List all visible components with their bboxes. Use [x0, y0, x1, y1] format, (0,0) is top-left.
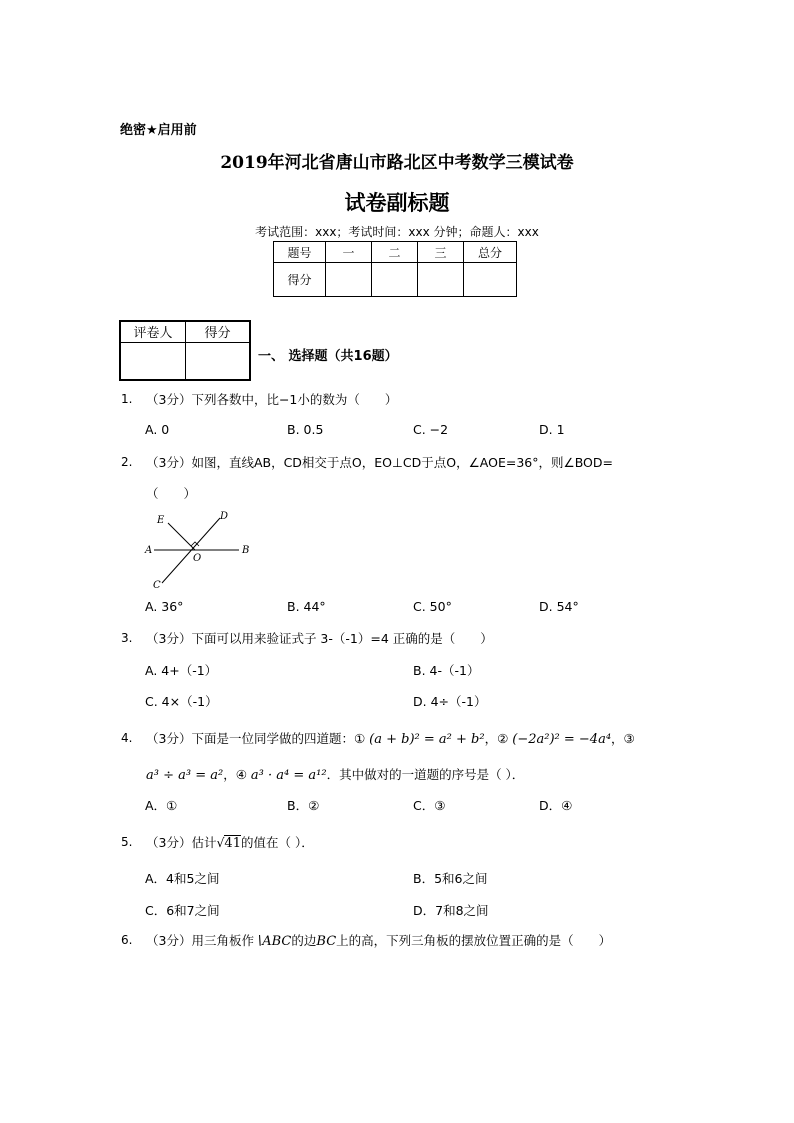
question-text: （3分）如图，直线AB，CD相交于点O，EO⊥CD于点O，∠AOE=36°，则∠BOD=: [146, 455, 613, 470]
question-number: 4.: [121, 731, 133, 745]
grader-header-cell: 评卷人: [120, 321, 186, 342]
option-d[interactable]: D. 54°: [539, 599, 579, 614]
secret-label: 绝密★启用前: [120, 123, 197, 138]
label-d: D: [220, 511, 229, 522]
grader-header-cell: 得分: [186, 321, 251, 342]
separator: ，③: [611, 731, 635, 746]
geometry-figure: [140, 508, 280, 590]
line-eo: [168, 523, 195, 550]
radicand: 41: [224, 836, 241, 851]
question-text-suffix: 上的高，下列三角板的摆放位置正确的是（ ）: [336, 933, 612, 948]
question-text-prefix: （3分）下面是一位同学做的四道题：①: [146, 731, 366, 746]
option-d[interactable]: D．7和8之间: [413, 903, 489, 918]
option-b[interactable]: B. 0.5: [287, 422, 324, 437]
option-c[interactable]: C. 4×（-1）: [145, 694, 218, 709]
question-text-prefix: （3分）用三角板作: [146, 933, 254, 948]
option-d[interactable]: D. 1: [539, 422, 565, 437]
question-text: [146, 931, 611, 949]
exam-subtitle: 试卷副标题: [344, 190, 450, 215]
option-d[interactable]: D．④: [539, 798, 573, 813]
option-a[interactable]: A. 4+（-1）: [145, 663, 218, 678]
question-text: （3分）下列各数中，比−1小的数为（ ）: [146, 392, 398, 407]
expression-1: (a + b)² = a² + b²: [369, 732, 485, 747]
score-row-label: 得分: [274, 263, 326, 297]
option-b[interactable]: B．②: [287, 798, 320, 813]
label-a: A: [145, 545, 153, 556]
option-a[interactable]: A．4和5之间: [145, 871, 220, 886]
question-text-suffix: ．其中做对的一道题的序号是（ ）．: [326, 767, 525, 782]
separator: ，④: [223, 767, 247, 782]
score-header-cell: 题号: [274, 242, 326, 263]
grader-table: [119, 320, 251, 381]
expression-3: a³ ÷ a³ = a²: [146, 768, 224, 783]
score-cell[interactable]: [326, 263, 372, 297]
label-c: C: [153, 580, 161, 590]
option-d[interactable]: D. 4÷（-1）: [413, 694, 487, 709]
option-a[interactable]: A. 0: [145, 422, 170, 437]
separator: ，②: [484, 731, 509, 746]
question-number: 3.: [121, 631, 133, 645]
option-b[interactable]: B. 4-（-1）: [413, 663, 480, 678]
option-c[interactable]: C. 50°: [413, 599, 452, 614]
question-text-suffix: 的值在（ ）．: [240, 835, 314, 850]
question-text: （3分）下面可以用来验证式子 3-（-1）=4 正确的是（ ）: [146, 631, 493, 646]
exam-meta: 考试范围：xxx；考试时间：xxx 分钟；命题人：xxx: [255, 225, 539, 239]
section-title: 一、 选择题（共16题）: [258, 349, 398, 364]
option-c[interactable]: C．③: [413, 798, 446, 813]
side-name: BC: [316, 934, 337, 949]
score-table: [273, 241, 517, 297]
score-header-cell: 一: [326, 242, 372, 263]
triangle-name: ∖ABC: [253, 934, 292, 949]
question-text-cont: （ ）: [146, 486, 197, 501]
option-a[interactable]: A. 36°: [145, 599, 184, 614]
label-e: E: [157, 515, 165, 526]
question-number: 1.: [121, 392, 133, 406]
question-number: 5.: [121, 835, 133, 849]
expression-4: a³ · a⁴ = a¹²: [250, 768, 327, 783]
score-cell[interactable]: [418, 263, 464, 297]
grader-cell[interactable]: [120, 342, 186, 380]
option-a[interactable]: A．①: [145, 798, 178, 813]
grader-cell[interactable]: [186, 342, 251, 380]
question-number: 6.: [121, 933, 133, 947]
score-cell[interactable]: [464, 263, 517, 297]
score-header-cell: 三: [418, 242, 464, 263]
question-number: 2.: [121, 455, 133, 469]
question-text-prefix: （3分）估计: [146, 835, 217, 850]
score-header-cell: 总分: [464, 242, 517, 263]
option-c[interactable]: C．6和7之间: [145, 903, 220, 918]
option-b[interactable]: B．5和6之间: [413, 871, 488, 886]
expression-2: (−2a²)² = −4a⁴: [512, 732, 612, 747]
sqrt-symbol: √: [216, 835, 225, 850]
option-b[interactable]: B. 44°: [287, 599, 326, 614]
question-text: [146, 729, 635, 747]
score-cell[interactable]: [372, 263, 418, 297]
question-text-cont: [146, 765, 524, 783]
score-header-cell: 二: [372, 242, 418, 263]
option-c[interactable]: C. −2: [413, 422, 449, 437]
question-text-mid: 的边: [291, 933, 317, 948]
question-text: [146, 833, 314, 851]
label-b: B: [242, 545, 250, 556]
exam-title: 2019年河北省唐山市路北区中考数学三模试卷: [220, 153, 574, 173]
label-o: O: [193, 553, 202, 564]
